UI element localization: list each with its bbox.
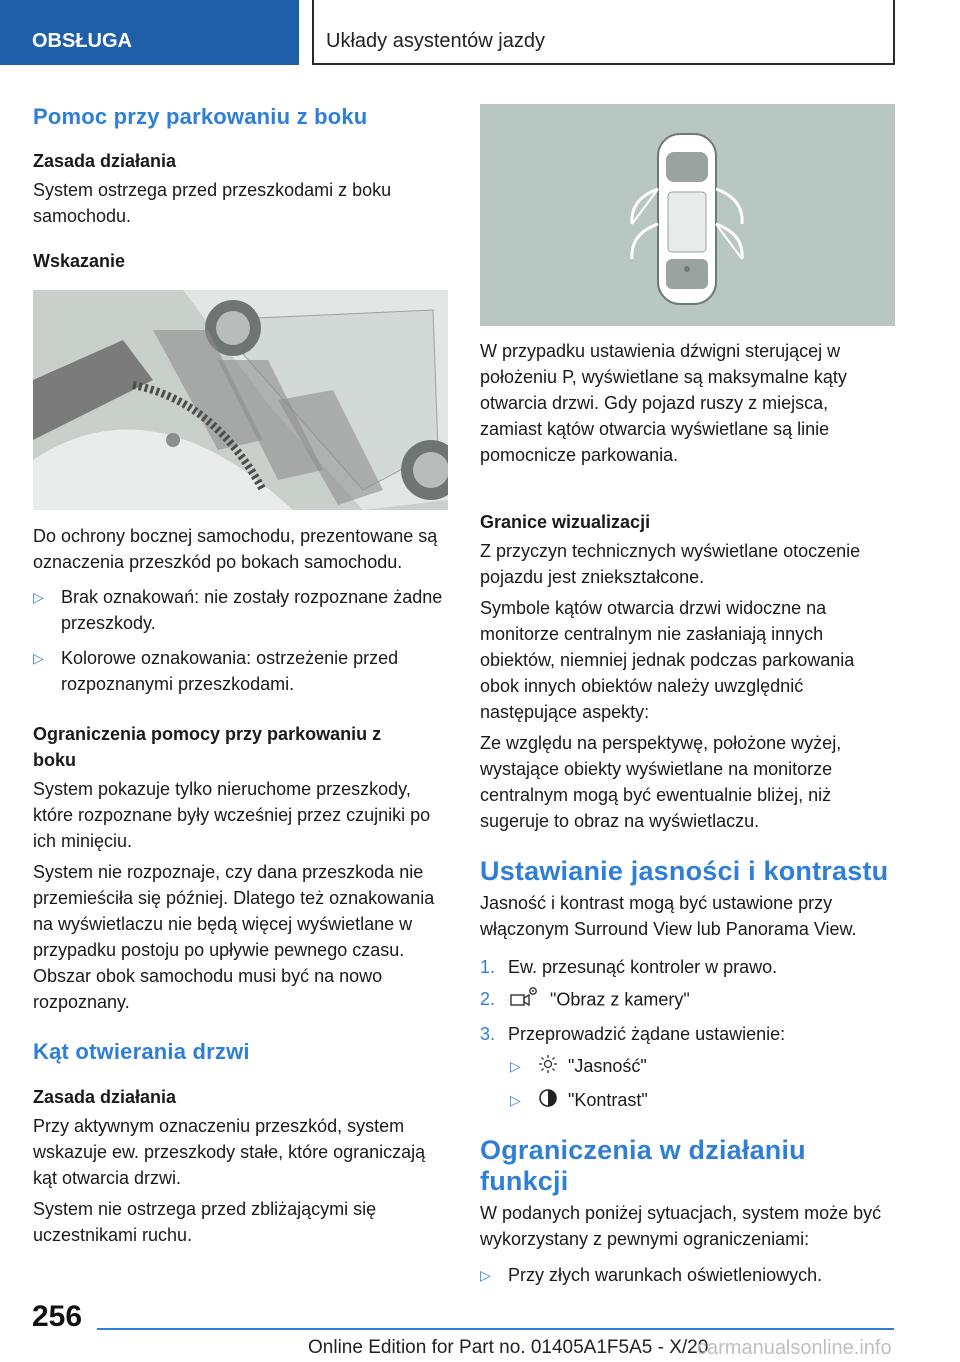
sub-item-contrast xyxy=(480,1087,895,1115)
chapter-box xyxy=(312,0,895,65)
bullet-triangle-icon: ▷ xyxy=(33,589,44,605)
step-number: 3. xyxy=(480,1024,496,1044)
paragraph-door-2: System nie ostrzega przed zbliżającymi się uczestnikami ruchu. xyxy=(33,1199,377,1245)
subheading-limits: Ograniczenia pomocy przy parkowaniu z boku xyxy=(33,724,382,770)
subheading-door-principle: Zasada działania xyxy=(33,1087,177,1107)
bullet-text: Kolorowe oznakowania: ostrzeżenie przed rozpoznanymi przeszkodami. xyxy=(61,648,399,694)
paragraph-door-1: Przy aktywnym oznaczeniu przeszkód, system wskazuje ew. przeszkody stałe, które ograniczają kąt otwarcia drzwi. xyxy=(33,1116,426,1188)
paragraph-principle: System ostrzega przed przeszkodami z boku samochodu. xyxy=(33,180,392,226)
list-item xyxy=(33,584,448,636)
section-title-side-parking: Pomoc przy parkowaniu z boku xyxy=(33,104,368,129)
bullet-triangle-icon: ▷ xyxy=(510,1091,521,1108)
sub-item-brightness xyxy=(480,1053,895,1081)
step-item xyxy=(480,1021,895,1047)
paragraph-limits-2: System nie rozpoznaje, czy dana przeszkoda nie przemieściła się później. Dlatego też oznakowania na wyświetlaczu nie będą więcej wyświetlane w przypadku postoju po upływie pewnego czasu. Obszar obok samochodu musi być na nowo rozpoznany. xyxy=(33,862,435,1012)
section-label: OBSŁUGA xyxy=(32,30,132,52)
step-text: "Obraz z kamery" xyxy=(550,989,690,1010)
bullet-triangle-icon: ▷ xyxy=(510,1058,521,1074)
step-number: 1. xyxy=(480,957,496,977)
subheading-visualisation: Granice wizualizacji xyxy=(480,512,651,532)
paragraph-markings: Do ochrony bocznej samochodu, prezentowane są oznaczenia przeszkód po bokach samochodu. xyxy=(33,526,438,572)
bullet-triangle-icon: ▷ xyxy=(480,1266,491,1283)
footer-rule xyxy=(97,1328,894,1330)
page-number: 256 xyxy=(32,1300,83,1333)
section-title-brightness: Ustawianie jasności i kontrastu xyxy=(480,856,889,886)
paragraph-brightness: Jasność i kontrast mogą być ustawione przy włączonym Surround View lub Panorama View. xyxy=(480,893,857,939)
section-title-door-angle: Kąt otwierania drzwi xyxy=(33,1039,250,1064)
list-item xyxy=(480,1262,895,1288)
step-text: Przeprowadzić żądane ustawienie: xyxy=(508,1024,786,1044)
footer-edition: Online Edition for Part no. 01405A1F5A5 - X/20 xyxy=(308,1337,709,1358)
step-item xyxy=(480,954,895,980)
subheading-principle: Zasada działania xyxy=(33,151,177,171)
chapter-title: Układy asystentów jazdy xyxy=(326,30,545,52)
sun-brightness-icon xyxy=(538,1054,560,1081)
section-tab xyxy=(0,0,299,65)
step-number: 2. xyxy=(480,989,496,1009)
camera-settings-icon xyxy=(508,986,542,1015)
paragraph-vis-3: Ze względu na perspektywę, położone wyżej, wystające obiekty wyświetlane na monitorze centralnym mogą być ewentualnie bliżej, niż sugeruje to obraz na wyświetlaczu. xyxy=(480,733,842,831)
paragraph-vis-2: Symbole kątów otwarcia drzwi widoczne na monitorze centralnym nie zasłaniają innych obiektów, niemniej jednak podczas parkowania obok innych obiektów należy uwzględnić następujące aspekty: xyxy=(480,598,855,722)
contrast-icon xyxy=(538,1088,560,1115)
side-parking-illustration xyxy=(33,290,448,510)
section-title-function-limits: Ograniczenia w działaniu funkcji xyxy=(480,1134,806,1196)
paragraph-vis-1: Z przyczyn technicznych wyświetlane otoczenie pojazdu jest zniekształcone. xyxy=(480,541,861,587)
bullet-text: Brak oznakowań: nie zostały rozpoznane żadne przeszkody. xyxy=(61,587,443,633)
paragraph-limits-1: System pokazuje tylko nieruchome przeszkody, które rozpoznane były wcześniej przez czujniki po ich minięciu. xyxy=(33,779,431,851)
step-item xyxy=(480,986,895,1015)
watermark: carmanualsonline.info xyxy=(697,1337,892,1359)
subheading-indication: Wskazanie xyxy=(33,251,126,271)
right-column xyxy=(480,104,895,1288)
step-text: Ew. przesunąć kontroler w prawo. xyxy=(508,957,778,977)
list-item xyxy=(33,645,448,697)
bullet-triangle-icon: ▷ xyxy=(33,650,44,666)
door-angle-illustration xyxy=(480,104,895,326)
left-column xyxy=(33,100,448,1248)
bullet-text: Przy złych warunkach oświetleniowych. xyxy=(508,1264,823,1285)
paragraph-door-3: W przypadku ustawienia dźwigni sterującej w położeniu P, wyświetlane są maksymalne kąty otwarcia drzwi. Gdy pojazd ruszy z miejsca, zamiast kątów otwarcia wyświetlane są linie pomocnicze parkowania. xyxy=(480,341,847,465)
paragraph-function-limits: W podanych poniżej sytuacjach, system może być wykorzystany z pewnymi ograniczeniami: xyxy=(480,1202,882,1249)
sub-item-text: "Jasność" xyxy=(568,1056,647,1076)
sub-item-text: "Kontrast" xyxy=(568,1089,648,1110)
